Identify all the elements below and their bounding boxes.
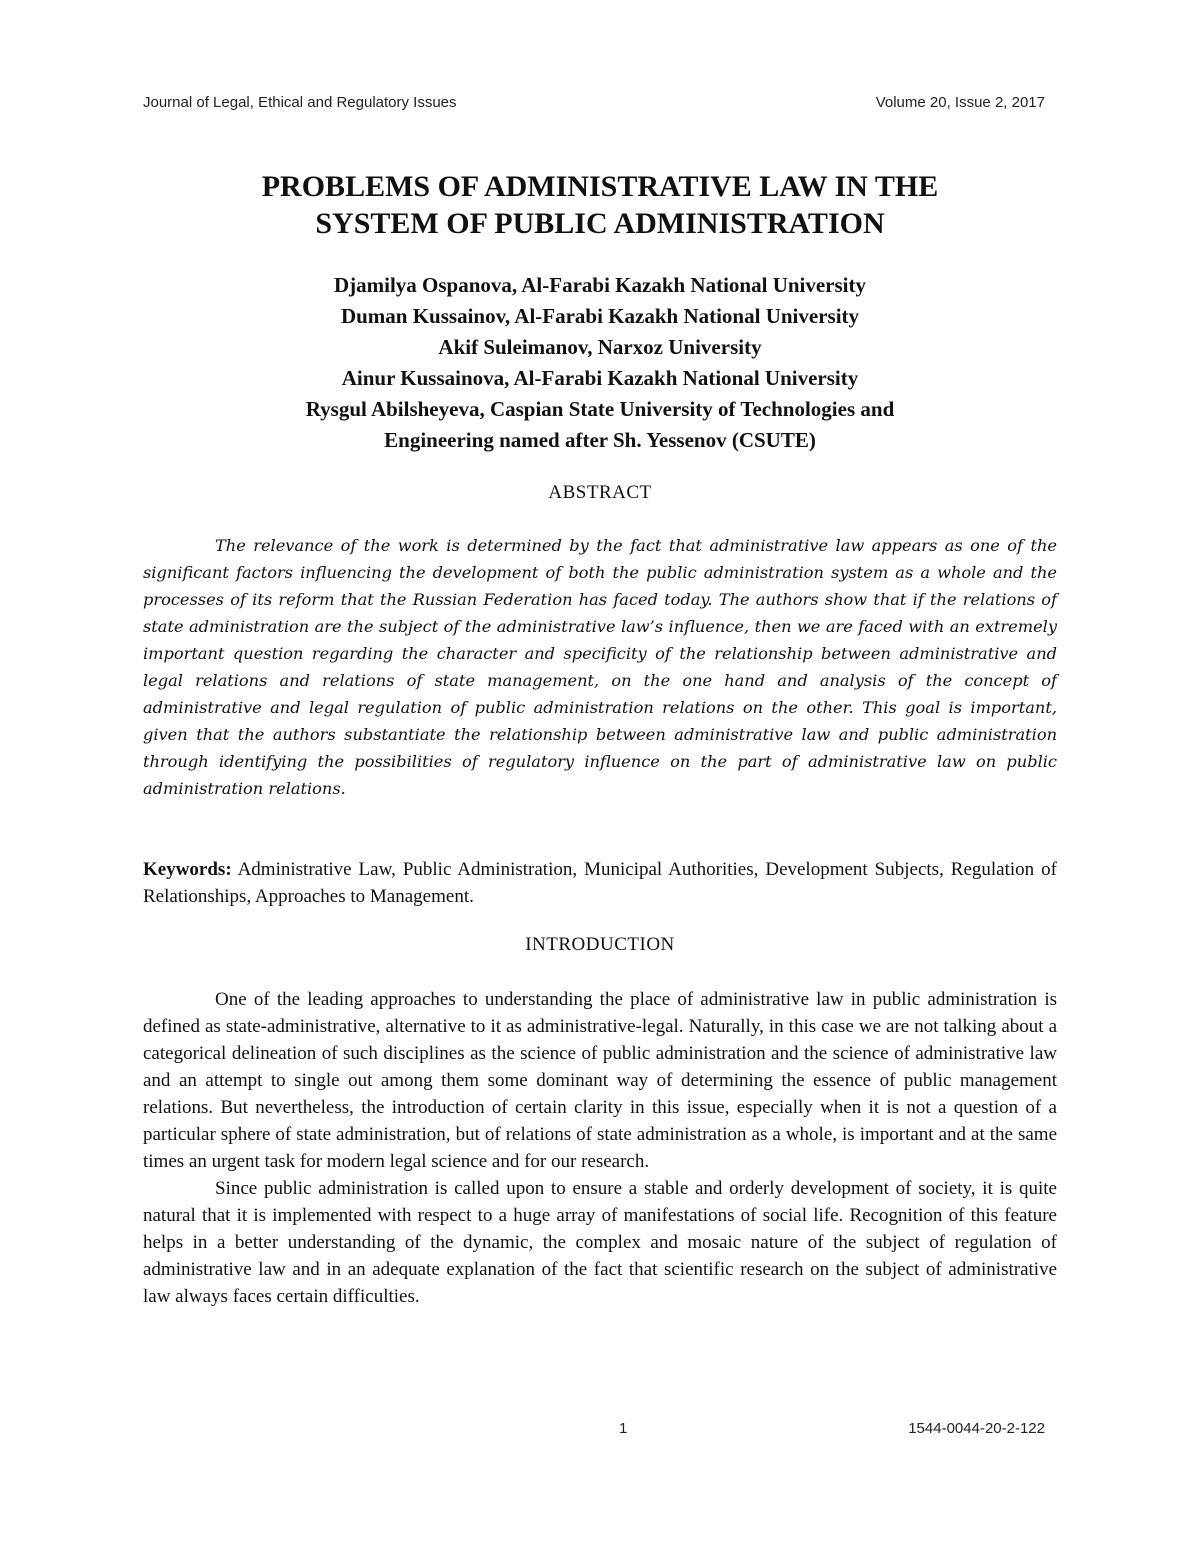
volume-issue: Volume 20, Issue 2, 2017 xyxy=(875,94,1045,111)
introduction-heading: INTRODUCTION xyxy=(525,934,675,955)
keywords-text: Administrative Law, Public Administration, Municipal Authorities, Development Subjects, Regulation of Relationships, Approaches to Management. xyxy=(143,859,1057,907)
page-number: 1 xyxy=(619,1420,628,1437)
paper-title xyxy=(143,168,1057,242)
journal-name: Journal of Legal, Ethical and Regulatory Issues xyxy=(143,94,457,111)
introduction-body xyxy=(143,986,1057,1310)
paper-title-line-2: SYSTEM OF PUBLIC ADMINISTRATION xyxy=(315,207,885,240)
author-line: Duman Kussainov, Al-Farabi Kazakh National University xyxy=(340,304,860,328)
paper-title-line-1: PROBLEMS OF ADMINISTRATIVE LAW IN THE xyxy=(261,170,939,203)
author-line: Rysgul Abilsheyeva, Caspian State University of Technologies and xyxy=(305,397,895,421)
body-paragraph: Since public administration is called upon to ensure a stable and orderly development of society, it is quite natural that it is implemented with respect to a huge array of manifestations of social life. Recognition of this feature helps in a better understanding of the dynamic, the complex and mosaic nature of the subject of regulation of administrative law and in an adequate explanation of the fact that scientific research on the subject of administrative law always faces certain difficulties. xyxy=(143,1178,1057,1307)
keywords-label: Keywords: xyxy=(143,859,232,880)
author-line: Ainur Kussainova, Al-Farabi Kazakh National University xyxy=(341,366,859,390)
author-line: Akif Suleimanov, Narxoz University xyxy=(438,335,762,359)
author-line: Engineering named after Sh. Yessenov (CSUTE) xyxy=(384,428,816,452)
keywords xyxy=(143,856,1057,910)
body-paragraph: One of the leading approaches to understanding the place of administrative law in public administration is defined as state-administrative, alternative to it as administrative-legal. Naturally, in this case we are not talking about a categorical delineation of such disciplines as the science of public administration and the science of administrative law and an attempt to single out among them some dominant way of determining the essence of public management relations. But nevertheless, the introduction of certain clarity in this issue, especially when it is not a question of a particular sphere of state administration, but of relations of state administration as a whole, is important and at the same times an urgent task for modern legal science and for our research. xyxy=(143,989,1057,1172)
author-list xyxy=(143,270,1057,456)
author-line: Djamilya Ospanova, Al-Farabi Kazakh National University xyxy=(333,273,867,297)
article-identifier: 1544-0044-20-2-122 xyxy=(908,1420,1045,1437)
abstract-heading: ABSTRACT xyxy=(548,482,652,503)
abstract-text: The relevance of the work is determined by the fact that administrative law appears as one of the significant factors influencing the development of both the public administration system as a whole and the processes of its reform that the Russian Federation has faced today. The authors show that if the relations of state administration are the subject of the administrative law’s influence, then we are faced with an extremely important question regarding the character and specificity of the relationship between administrative and legal relations and relations of state management, on the one hand and analysis of the concept of administrative and legal regulation of public administration relations on the other. This goal is important, given that the authors substantiate the relationship between administrative law and public administration through identifying the possibilities of regulatory influence on the part of administrative law on public administration relations. xyxy=(143,536,1057,798)
